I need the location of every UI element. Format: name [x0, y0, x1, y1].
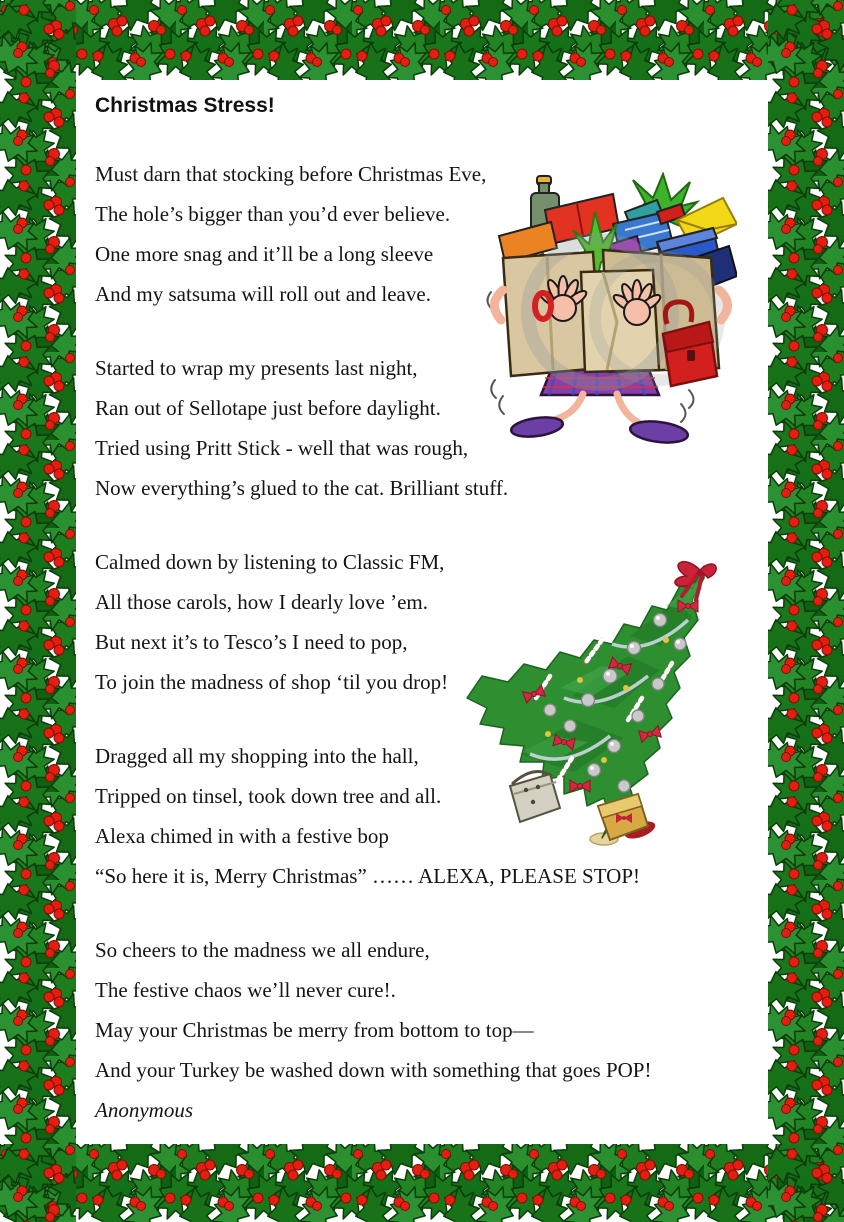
poem-line: Must darn that stocking before Christmas Eve, [95, 162, 487, 186]
poem-line: “So here it is, Merry Christmas” …… ALEXA, PLEASE STOP! [95, 864, 640, 888]
poem-line: Dragged all my shopping into the hall, [95, 744, 419, 768]
poem-line: To join the madness of shop ‘til you drop! [95, 670, 449, 694]
poem-line: The hole’s bigger than you’d ever believe. [95, 202, 451, 226]
stanza-2 [95, 348, 755, 508]
poem-line: Ran out of Sellotape just before daylight. [95, 396, 441, 420]
author-credit: Anonymous [95, 1098, 193, 1122]
stanza-5 [95, 930, 755, 1130]
poem-line: But next it’s to Tesco’s I need to pop, [95, 630, 408, 654]
poem-line: The festive chaos we’ll never cure!. [95, 978, 396, 1002]
poem-line: Tried using Pritt Stick - well that was rough, [95, 436, 469, 460]
poem-line: May your Christmas be merry from bottom to top— [95, 1018, 534, 1042]
poem-line: And my satsuma will roll out and leave. [95, 282, 431, 306]
poem-line: One more snag and it’ll be a long sleeve [95, 242, 434, 266]
poem-line: Calmed down by listening to Classic FM, [95, 550, 445, 574]
holly-border-bottom [0, 1144, 844, 1222]
page-title: Christmas Stress! [95, 94, 275, 117]
holly-border-top [0, 0, 844, 80]
poem-line: Alexa chimed in with a festive bop [95, 824, 389, 848]
poem-line: Now everything’s glued to the cat. Brilliant stuff. [95, 476, 509, 500]
stanza-3 [95, 542, 755, 702]
poem-line: All those carols, how I dearly love ’em. [95, 590, 428, 614]
poem-content [95, 92, 755, 1130]
poem-line: Tripped on tinsel, took down tree and all. [95, 784, 442, 808]
poem-line: So cheers to the madness we all endure, [95, 938, 430, 962]
poem-line: And your Turkey be washed down with something that goes POP! [95, 1058, 652, 1082]
holly-border-right [768, 0, 844, 1222]
poem-line: Started to wrap my presents last night, [95, 356, 418, 380]
holly-border-left [0, 0, 76, 1222]
stanza-4 [95, 736, 755, 896]
stanza-1 [95, 154, 755, 314]
